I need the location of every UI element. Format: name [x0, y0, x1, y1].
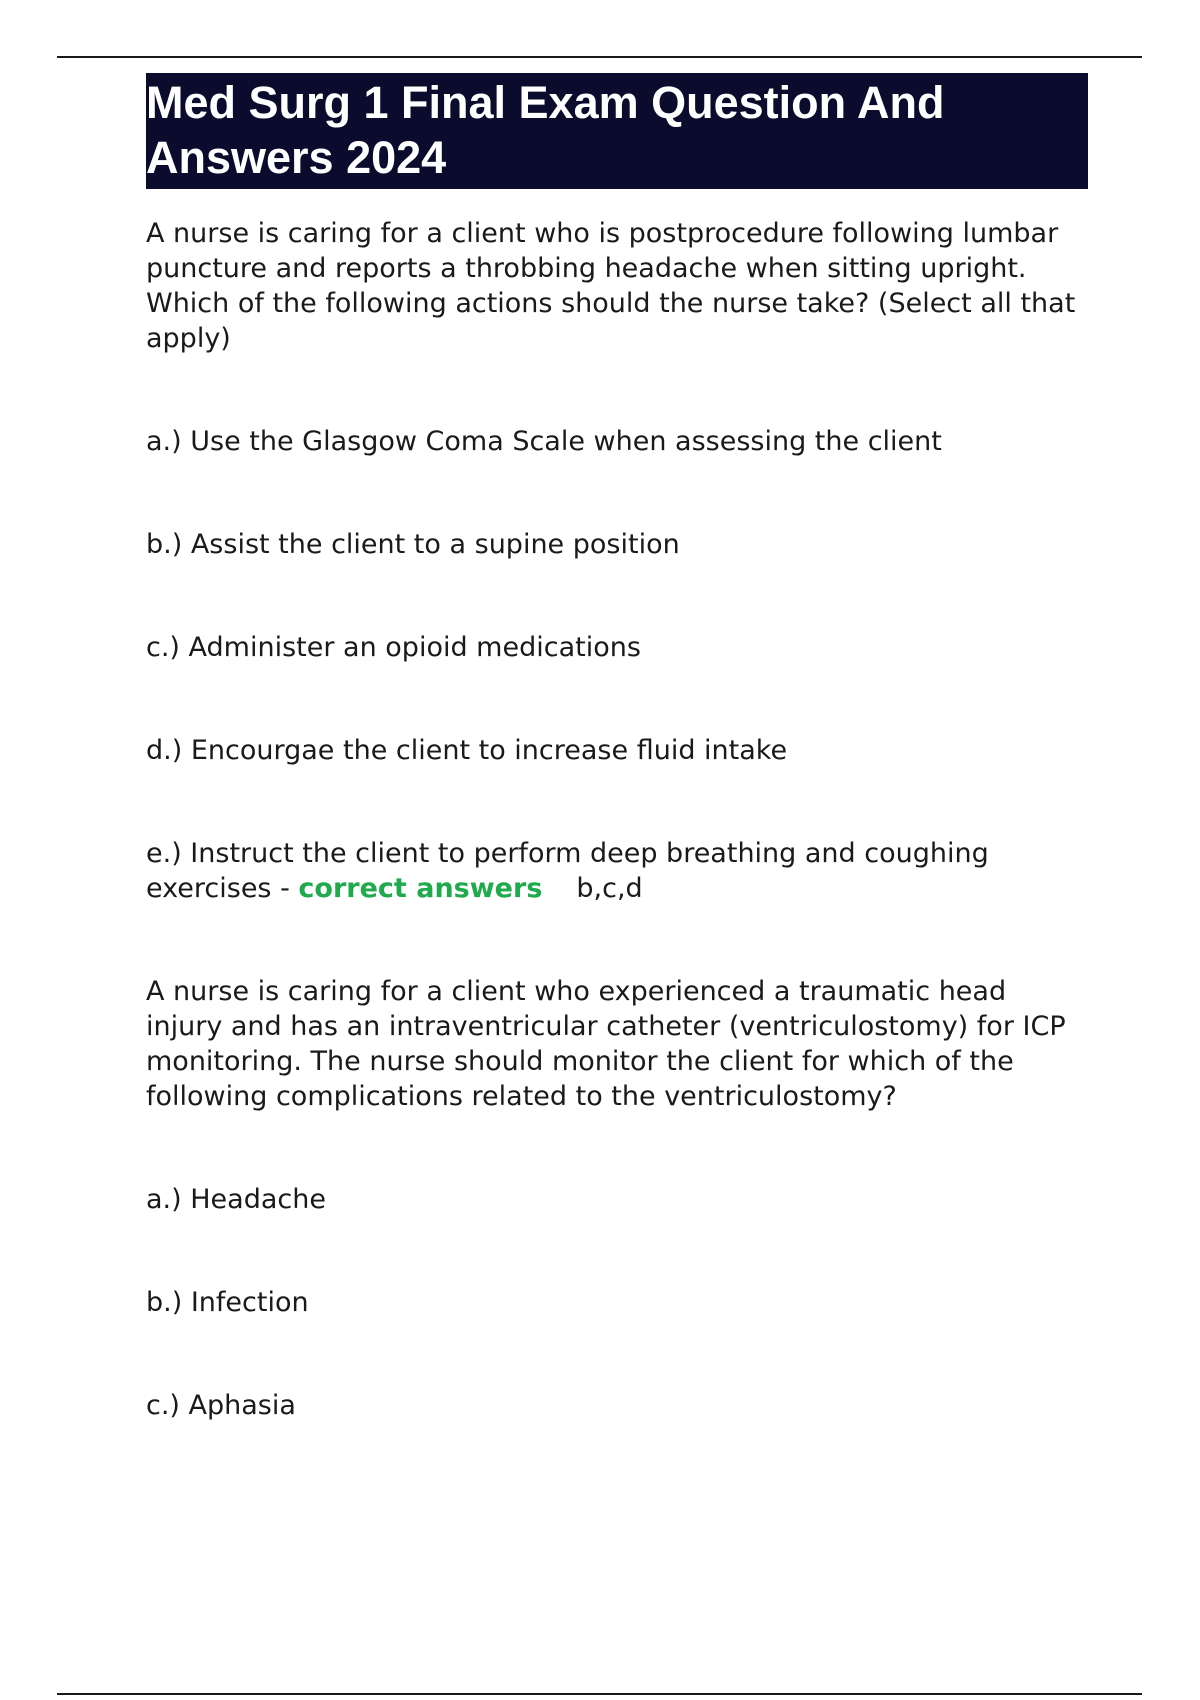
- question-1-option-e: [146, 836, 1088, 906]
- question-1-option-b: b.) Assist the client to a supine position: [146, 529, 680, 560]
- question-1-option-c: c.) Administer an opioid medications: [146, 632, 641, 663]
- question-2-stem: A nurse is caring for a client who experienced a traumatic head injury and has an intraventricular catheter (ventriculostomy) for ICP monitoring. The nurse should monitor the client for which of the following complications related to the ventriculostomy?: [146, 976, 1066, 1112]
- question-1-option-a: a.) Use the Glasgow Coma Scale when assessing the client: [146, 426, 942, 457]
- correct-answers-value: b,c,d: [576, 873, 643, 904]
- top-divider: [57, 56, 1142, 58]
- document-body: [146, 73, 1088, 1423]
- bottom-divider: [57, 1693, 1142, 1695]
- correct-answers-label: correct answers: [298, 873, 543, 904]
- question-2-option-b: b.) Infection: [146, 1287, 309, 1318]
- question-1-option-d: d.) Encourgae the client to increase fluid intake: [146, 735, 788, 766]
- option-e-text: e.) Instruct the client to perform deep breathing and coughing exercises -: [146, 838, 989, 904]
- title-line-1: Med Surg 1 Final Exam Question And: [146, 77, 945, 128]
- document-title: [146, 73, 1088, 189]
- question-2-option-a: a.) Headache: [146, 1184, 326, 1215]
- question-2-option-c: c.) Aphasia: [146, 1390, 296, 1421]
- title-line-2: Answers 2024: [146, 132, 447, 183]
- question-1-stem: A nurse is caring for a client who is postprocedure following lumbar puncture and reports a throbbing headache when sitting upright. Which of the following actions should the nurse take? (Select all that apply): [146, 218, 1076, 354]
